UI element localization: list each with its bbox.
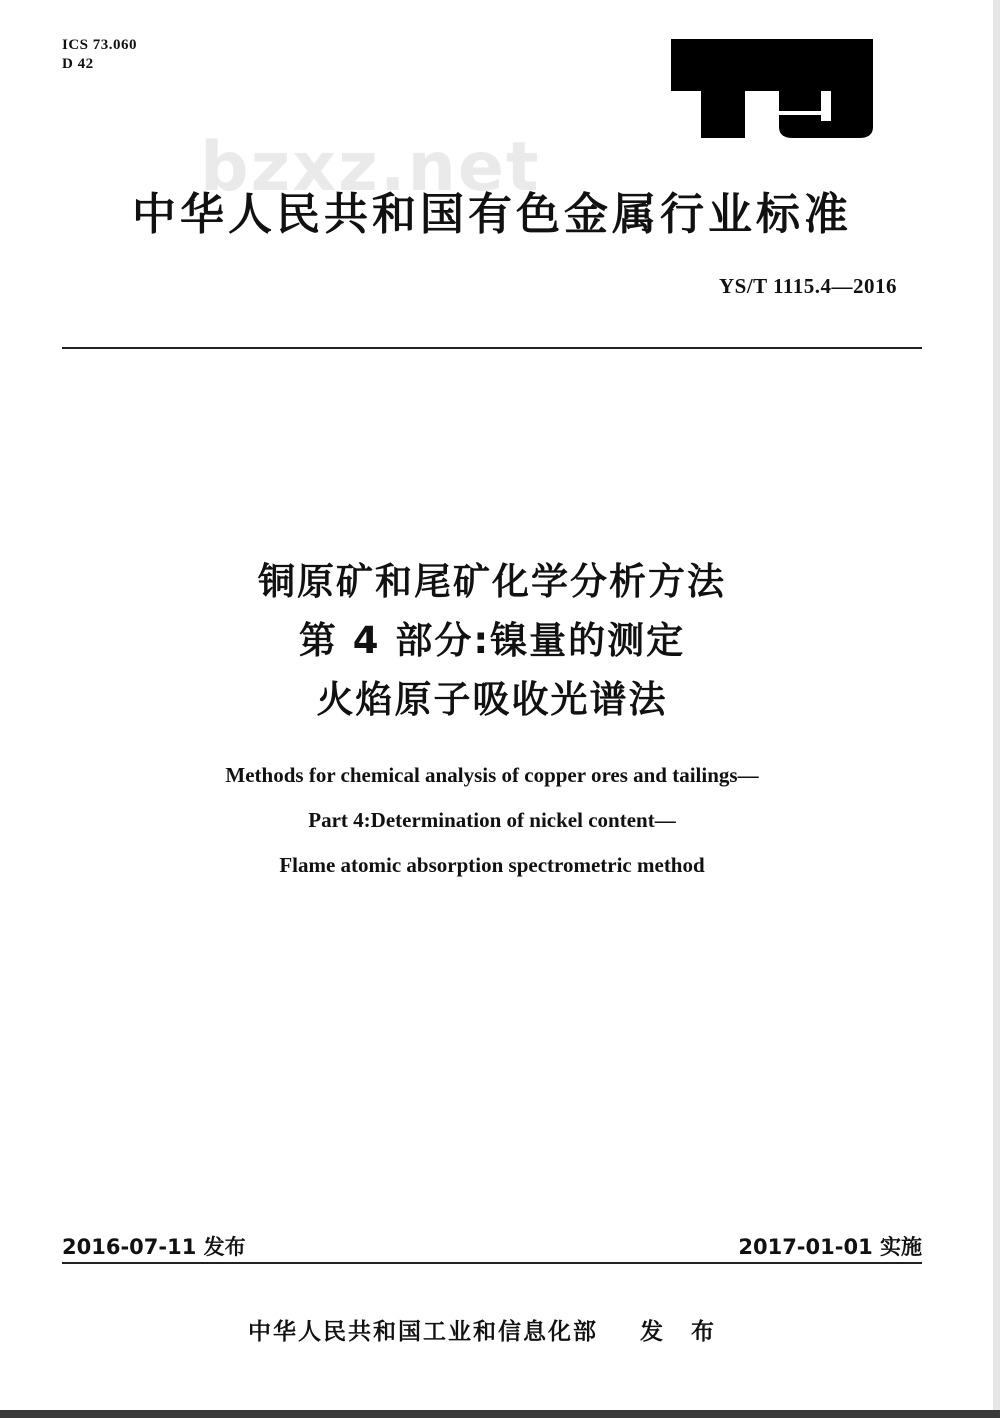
publisher-name: 中华人民共和国工业和信息化部: [248, 1319, 598, 1345]
english-title-line-1: Methods for chemical analysis of copper ores and tailings—: [225, 763, 759, 787]
classification-codes: [62, 36, 137, 74]
publisher-action: 发 布: [640, 1319, 725, 1345]
english-title: [62, 753, 922, 888]
org-title: 中华人民共和国有色金属行业标准: [132, 189, 852, 240]
chinese-title-line-3: 火焰原子吸收光谱法: [316, 678, 668, 721]
top-divider: [62, 347, 922, 349]
ics-code: ICS 73.060: [62, 37, 138, 53]
standard-number: YS/T 1115.4—2016: [719, 274, 897, 298]
ys-logo-icon: [671, 39, 873, 140]
chinese-title: [62, 552, 922, 729]
implementation-date: 2017-01-01 实施: [738, 1235, 922, 1259]
english-title-line-3: Flame atomic absorption spectrometric method: [279, 853, 705, 877]
chinese-title-line-2: 第 4 部分:镍量的测定: [298, 619, 686, 662]
issue-date: 2016-07-11 发布: [62, 1235, 246, 1259]
publisher: [248, 1313, 724, 1346]
ccs-code: D 42: [62, 56, 94, 72]
bottom-divider: [62, 1262, 922, 1264]
chinese-title-line-1: 铜原矿和尾矿化学分析方法: [258, 560, 726, 603]
scan-edge-bottom: [0, 1410, 1000, 1418]
english-title-line-2: Part 4:Determination of nickel content—: [308, 808, 676, 832]
scan-edge-right: [993, 0, 1000, 1418]
watermark: bzxz.net: [200, 128, 541, 207]
